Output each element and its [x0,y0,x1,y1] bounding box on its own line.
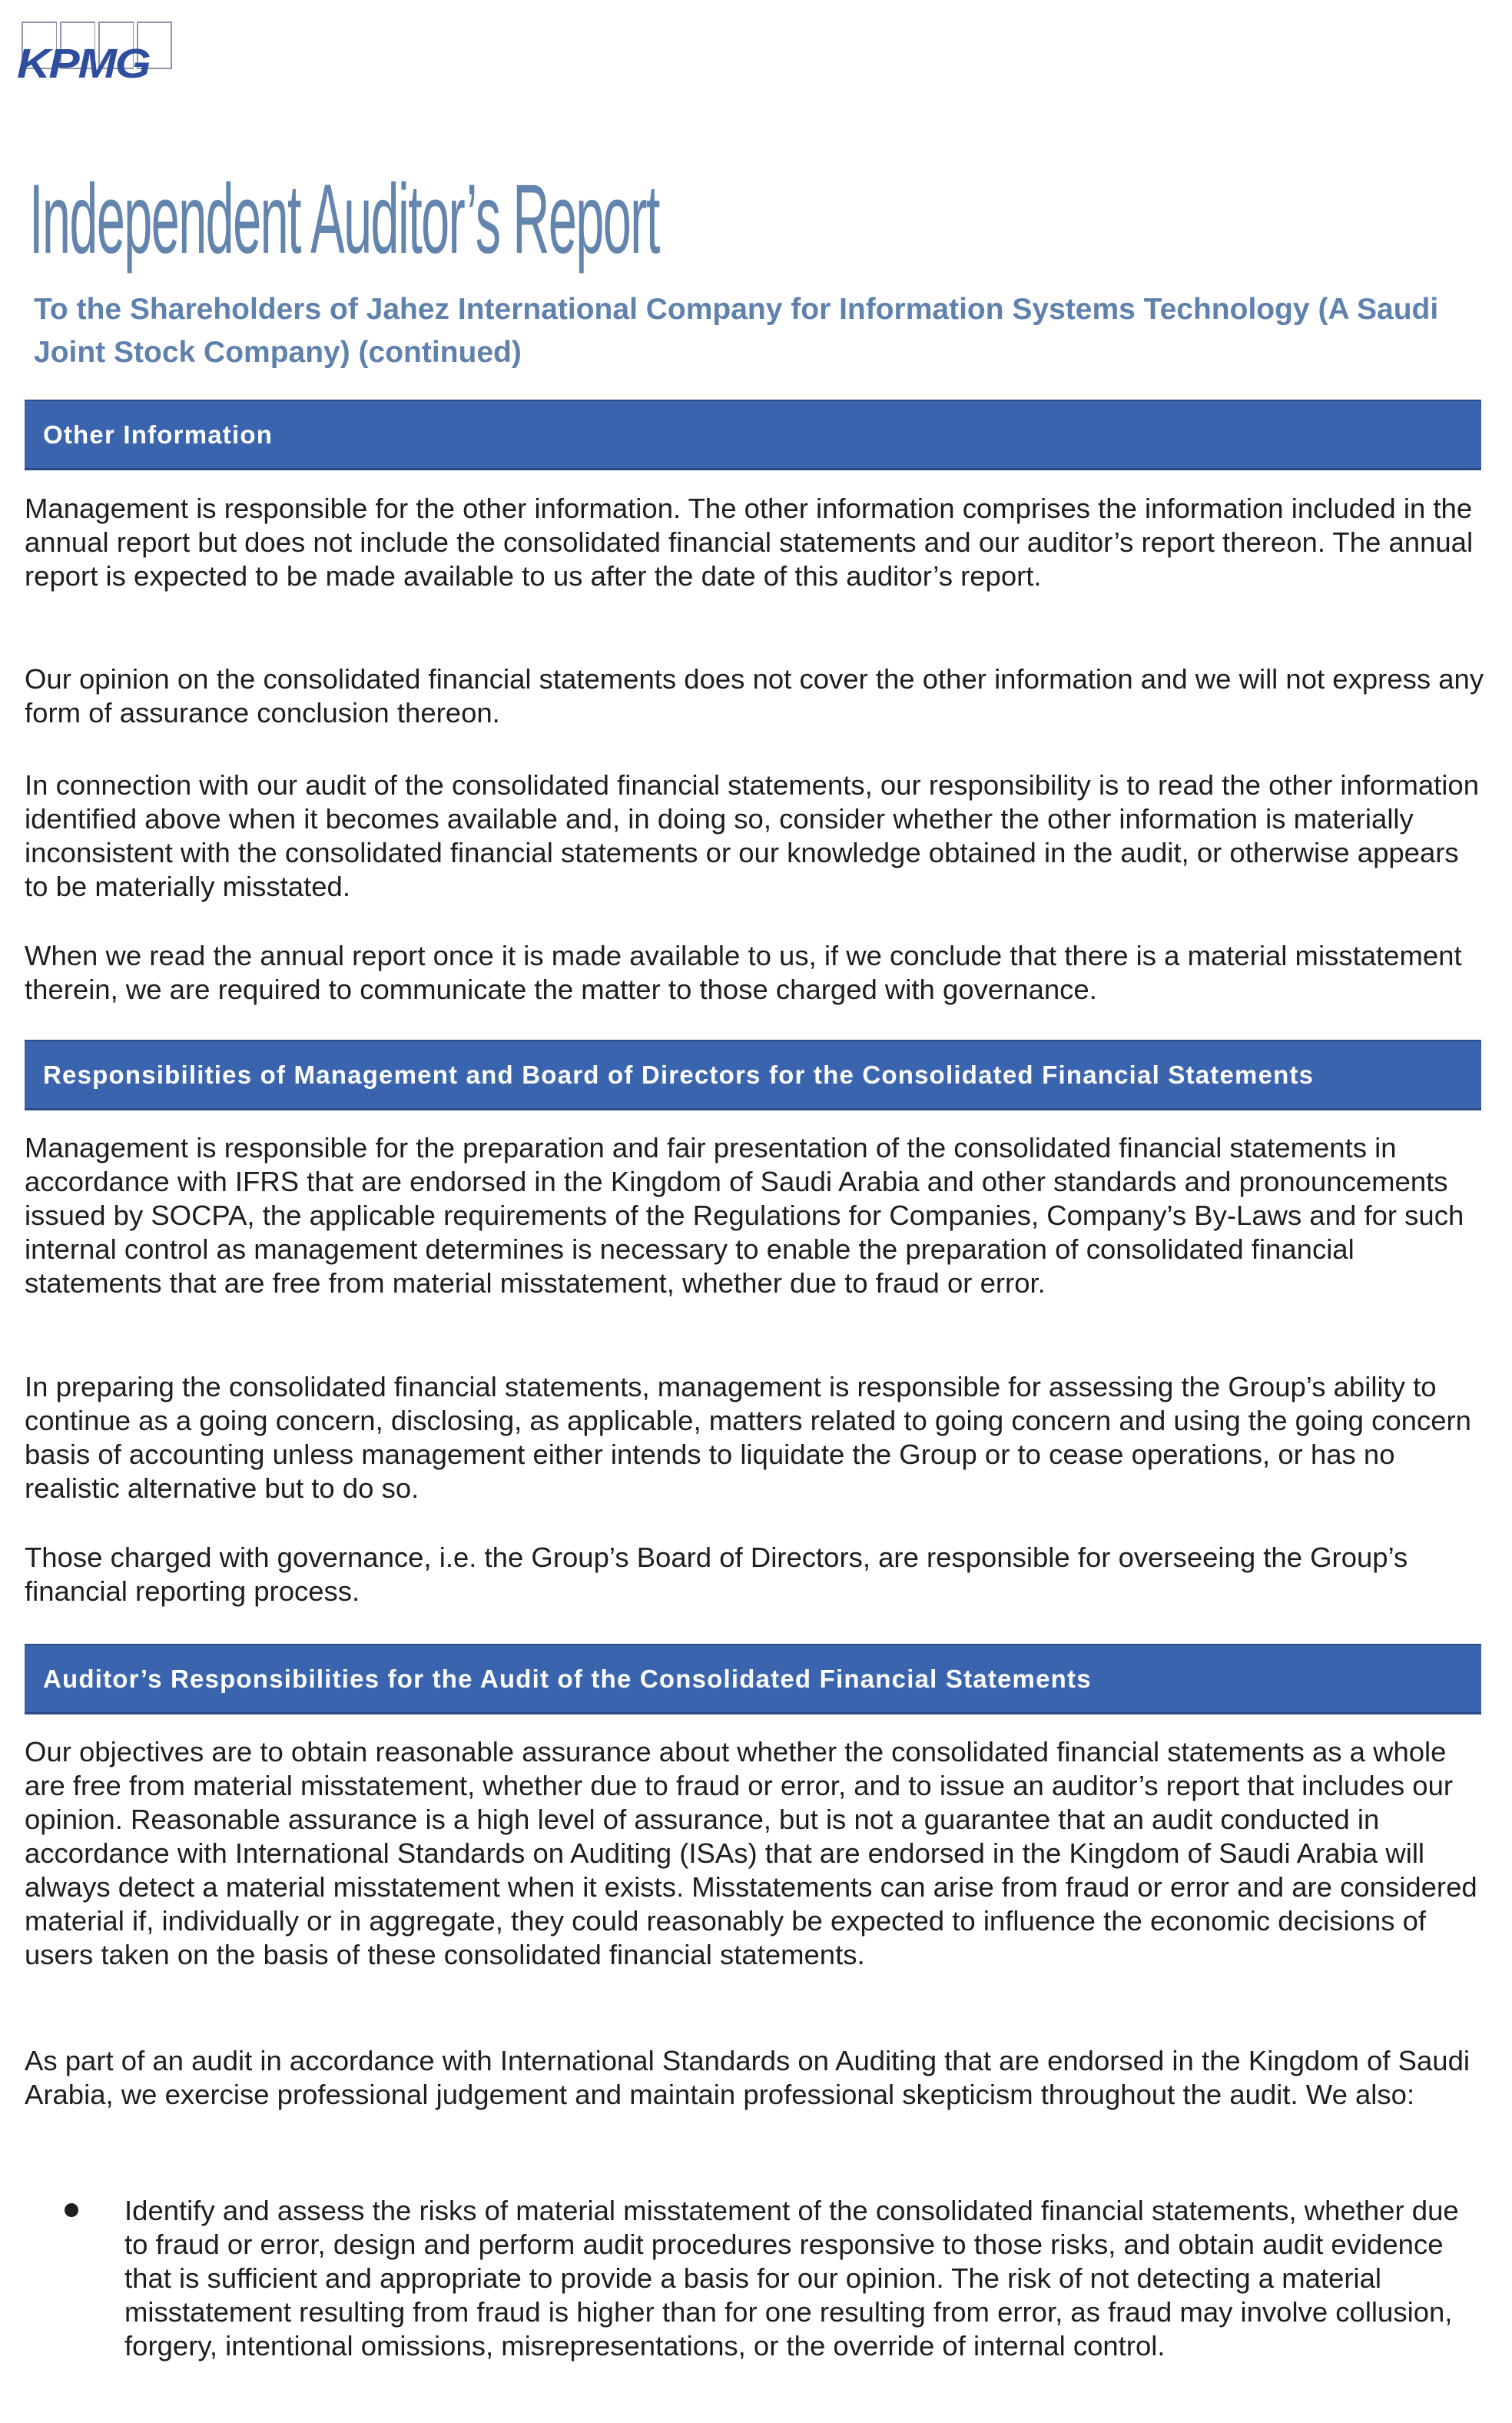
bullet-text: Identify and assess the risks of material misstatement of the consolidated financial statements, whether due to fraud or error, design and perform audit procedures responsive to those risks, and obtain audit evidence that is sufficient and appropriate to provide a basis for our opinion. The risk of not detecting a material misstatement resulting from fraud is higher than for one resulting from error, as fraud may involve collusion, forgery, intentional omissions, misrepresentations, or the override of internal control. [124,2195,1459,2362]
paragraph: In connection with our audit of the consolidated financial statements, our responsibility is to read the other information identified above when it becomes available and, in doing so, consider whether the other information is materially inconsistent with the consolidated financial statements or our knowledge obtained in the audit, or otherwise appears to be materially misstated. [25,769,1479,902]
logo-wordmark: KPMG [17,41,150,87]
bullet-icon [65,2203,78,2217]
paragraph: Those charged with governance, i.e. the Group’s Board of Directors, are responsible for overseeing the Group’s financial reporting process. [25,1542,1408,1607]
paragraph: Management is responsible for the preparation and fair presentation of the consolidated financial statements in accordance with IFRS that are endorsed in the Kingdom of Saudi Arabia and other standards and pronouncements issued by SOCPA, the applicable requirements of the Regulations for Companies, Company’s By-Laws and for such internal control as management determines is necessary to enable the preparation of consolidated financial statements that are free from material misstatement, whether due to fraud or error. [25,1132,1464,1299]
section-heading-text: Responsibilities of Management and Board of Directors for the Consolidated Financial Statements [43,1060,1315,1089]
kpmg-logo [15,20,181,89]
section-heading-auditor-responsibilities [25,1644,1481,1714]
section-heading-management-responsibilities [25,1040,1481,1110]
section-heading-text: Auditor’s Responsibilities for the Audit of the Consolidated Financial Statements [43,1665,1092,1693]
paragraph: In preparing the consolidated financial statements, management is responsible for assessing the Group’s ability to continue as a going concern, disclosing, as applicable, matters related to going concern and using the going concern basis of accounting unless management either intends to liquidate the Group or to cease operations, or has no realistic alternative but to do so. [25,1371,1471,1504]
report-title: Independent Auditor’s Report [29,164,659,274]
paragraph: When we read the annual report once it is made available to us, if we conclude that there is a material misstatement therein, we are required to communicate the matter to those charged with governance. [25,940,1462,1005]
paragraph: Our opinion on the consolidated financial statements does not cover the other information and we will not express any form of assurance conclusion thereon. [25,663,1484,729]
section-heading-text: Other Information [43,420,274,449]
report-addressee: To the Shareholders of Jahez International Company for Information Systems Technology (A Saudi Joint Stock Company) (continued) [34,293,1439,369]
paragraph: Our objectives are to obtain reasonable assurance about whether the consolidated financial statements as a whole are free from material misstatement, whether due to fraud or error, and to issue an auditor’s report that includes our opinion. Reasonable assurance is a high level of assurance, but is not a guarantee that an audit conducted in accordance with International Standards on Auditing (ISAs) that are endorsed in the Kingdom of Saudi Arabia will always detect a material misstatement when it exists. Misstatements can arise from fraud or error and are considered material if, individually or in aggregate, they could reasonably be expected to influence the economic decisions of users taken on the basis of these consolidated financial statements. [25,1736,1477,1970]
paragraph: As part of an audit in accordance with International Standards on Auditing that are endorsed in the Kingdom of Saudi Arabia, we exercise professional judgement and maintain professional skepticism throughout the audit. We also: [25,2045,1470,2110]
section-heading-other-information [25,400,1481,470]
paragraph: Management is responsible for the other information. The other information comprises the information included in the annual report but does not include the consolidated financial statements and our auditor’s report thereon. The annual report is expected to be made available to us after the date of this auditor’s report. [25,493,1474,592]
